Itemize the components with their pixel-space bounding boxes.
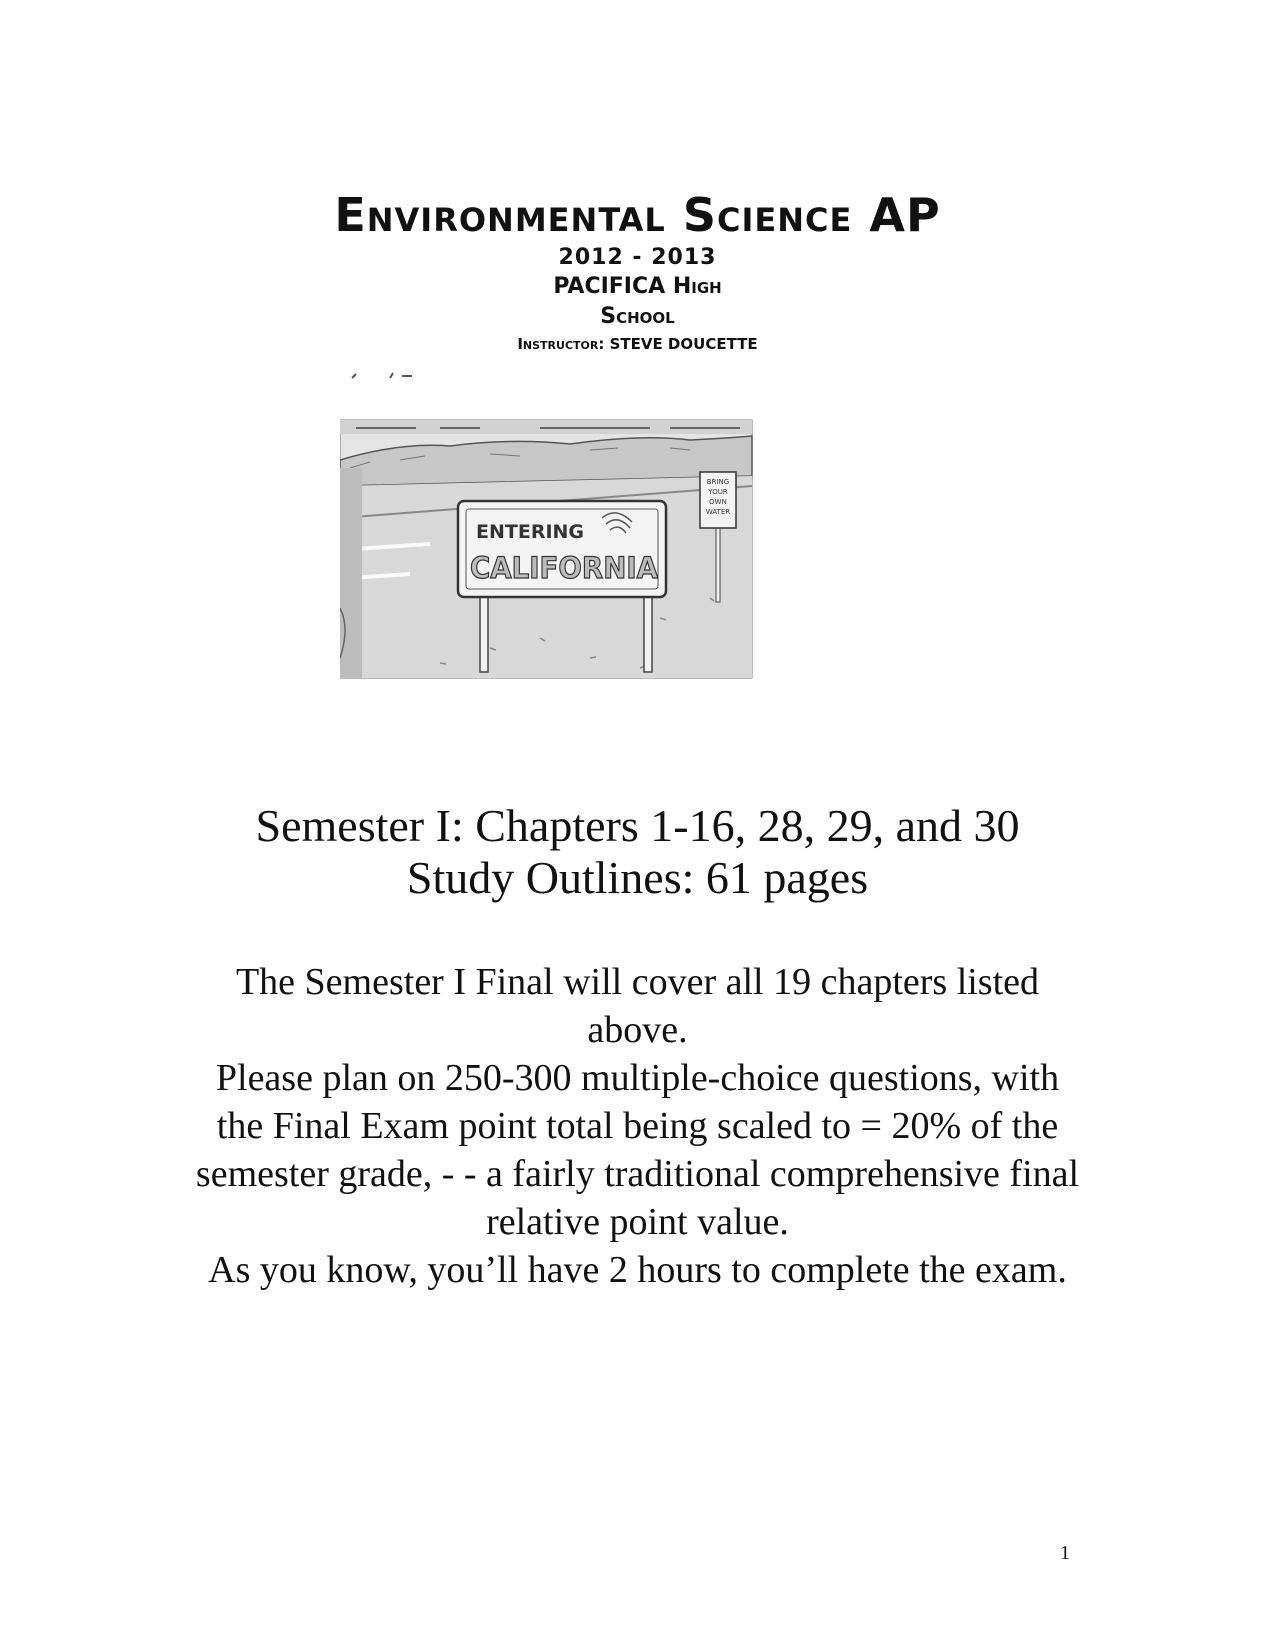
small-sign-line-3: OWN [709,498,727,506]
small-sign-line-2: YOUR [708,488,728,496]
final-coverage: The Semester I Final will cover all 19 chapters listed above. [235,961,1040,1051]
page-number: 1 [1060,1542,1070,1564]
document-header [0,188,1275,354]
small-sign-line-1: BRING [706,478,730,486]
study-outlines: Study Outlines: 61 pages [406,852,869,903]
semester-chapters: Semester I: Chapters 1-16, 28, 29, and 30 [255,800,1020,851]
semester-summary [0,800,1275,904]
document-title: Environmental Science AP [334,188,941,242]
school-name-line1: PACIFICA High [553,274,722,299]
sign-california-text: CALIFORNIA [470,551,659,585]
small-sign-line-4: WATER [705,508,731,516]
final-format: Please plan on 250-300 multiple-choice questions, with the Final Exam point total being scaled to = 20% of the semester grade, - - a fairly traditional comprehensive final relative point value. [195,1057,1080,1243]
california-cartoon-image [340,368,780,718]
final-exam-info [190,958,1085,1294]
school-year: 2012 - 2013 [558,245,717,270]
final-duration: As you know, you’ll have 2 hours to complete the exam. [208,1249,1067,1291]
sign-entering-text: ENTERING [476,521,585,543]
school-name-line2: School [600,304,675,329]
instructor-name: Instructor: STEVE DOUCETTE [517,335,758,353]
